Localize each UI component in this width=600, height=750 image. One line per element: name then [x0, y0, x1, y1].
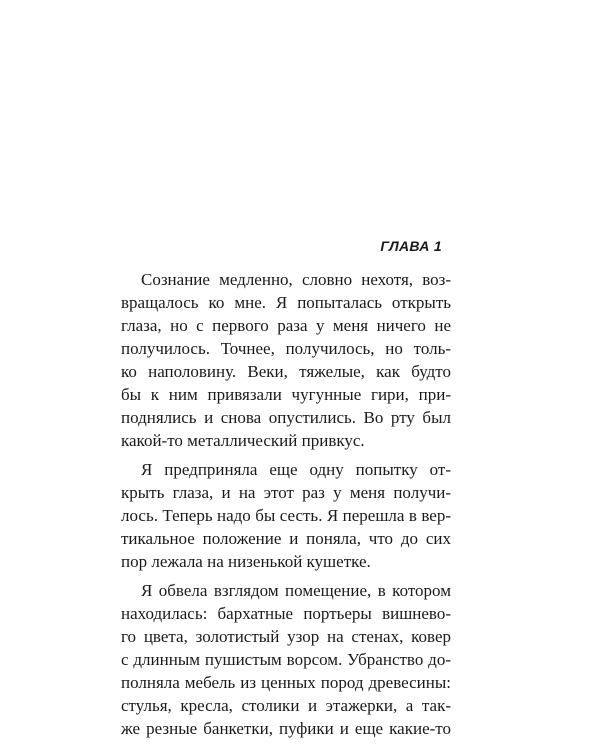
text-line: вращалось ко мне. Я попыталась открыть: [121, 293, 451, 312]
text-line: бы к ним привязали чугунные гири, при-: [121, 385, 451, 404]
text-line: го цвета, золотистый узор на стенах, ковер: [121, 627, 451, 646]
text-line: ко наполовину. Веки, тяжелые, как будто: [121, 362, 451, 381]
text-line: же резные банкетки, пуфики и еще какие-то: [121, 719, 451, 738]
text-line: с длинным пушистым ворсом. Убранство до-: [121, 650, 451, 669]
text-line: находилась: бархатные портьеры вишнево-: [121, 604, 451, 623]
chapter-heading: ГЛАВА 1: [380, 238, 442, 254]
text-line: какой-то металлический привкус.: [121, 431, 365, 450]
text-line: Я предприняла еще одну попытку от-: [141, 460, 451, 479]
paragraph: [121, 579, 451, 740]
body-text: [121, 268, 451, 740]
text-line: Я обвела взглядом помещение, в котором: [141, 581, 451, 600]
text-line: получилось. Точнее, получилось, но толь-: [121, 339, 451, 358]
text-line: крыть глаза, и на этот раз у меня получи-: [121, 483, 451, 502]
paragraph: [121, 268, 451, 452]
text-line: стулья, кресла, столики и этажерки, а так-: [121, 696, 451, 715]
text-line: полняла мебель из ценных пород древесины:: [121, 673, 451, 692]
text-line: поднялись и снова опустились. Во рту был: [121, 408, 451, 427]
text-line: пор лежала на низенькой кушетке.: [121, 552, 371, 571]
text-line: Сознание медленно, словно нехотя, воз-: [141, 270, 451, 289]
text-line: глаза, но с первого раза у меня ничего не: [121, 316, 451, 335]
text-line: тикальное положение и поняла, что до сих: [121, 529, 451, 548]
paragraph: [121, 458, 451, 573]
text-line: лось. Теперь надо бы сесть. Я перешла в вер-: [121, 506, 451, 525]
